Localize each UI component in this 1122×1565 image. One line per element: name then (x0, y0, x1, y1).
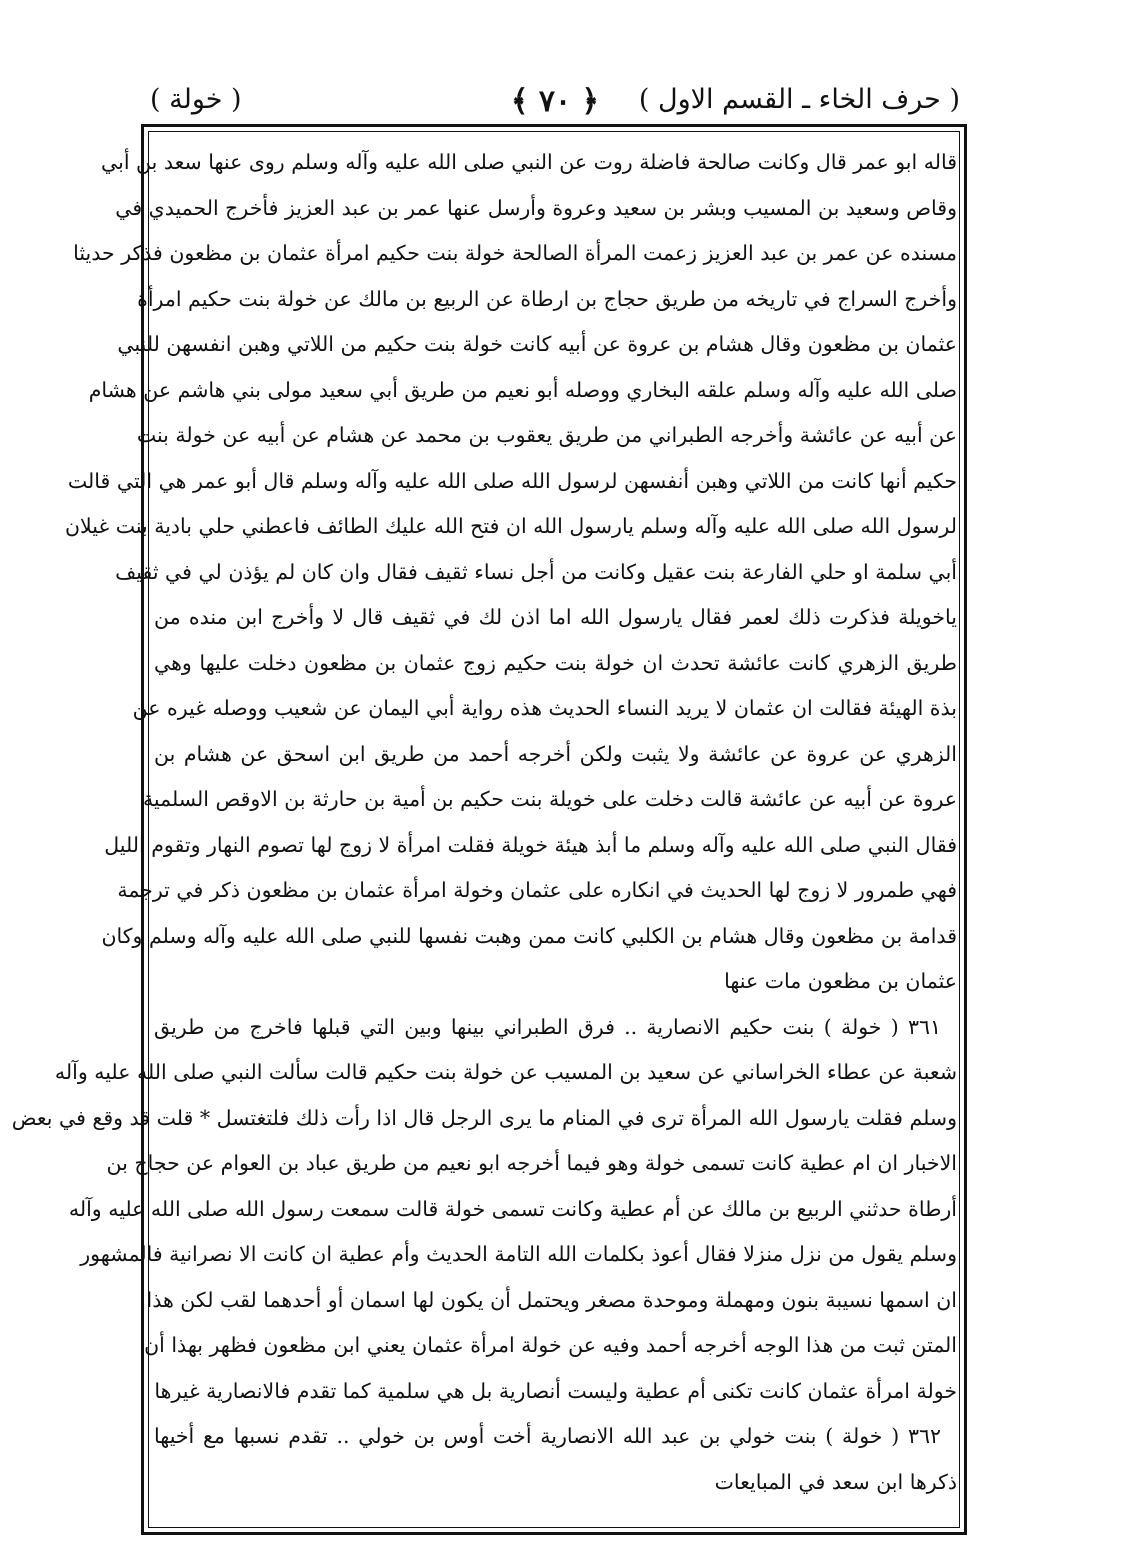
text-line: أرطاة حدثني الربيع بن مالك عن أم عطية وكانت تسمى خولة قالت سمعت رسول الله صلى الله عليه وآله (68, 1196, 957, 1221)
text-line: وسلم فقلت يارسول الله المرأة ترى في المنام ما يرى الرجل قال اذا رأت ذلك فلتغتسل * قلت قد وقع في بعض (11, 1105, 957, 1130)
text-line: حكيم أنها كانت من اللاتي وهبن أنفسهن لرسول الله صلى الله عليه وآله وسلم قال أبو عمر هي التي قالت (67, 468, 957, 493)
text-line: قدامة بن مظعون وقال هشام بن الكلبي كانت ممن وهبت نفسها للنبي صلى الله عليه وآله وسلم وكان (101, 923, 957, 948)
page-number: ﴿ ٧٠ ﴾ (510, 84, 600, 119)
text-line: بذة الهيئة فقالت ان عثمان لا يريد النساء الحديث هذه رواية أبي اليمان عن شعيب ووصله غيره عن (132, 696, 957, 720)
entry-361-heading: ٣٦١ ( خولة ) بنت حكيم الانصارية .. فرق الطبراني بينها وبين التي قبلها فاخرج من طريق (154, 1014, 941, 1039)
text-line: خولة امرأة عثمان كانت تكنى أم عطية وليست أنصارية بل هي سلمية كما تقدم فالانصارية غيرها (154, 1378, 957, 1403)
text-line: وقاص وسعيد بن المسيب وبشر بن سعيد وعروة وأرسل عنها عمر بن عبد العزيز فأخرج الحميدي في (115, 195, 957, 220)
text-line: الاخبار ان ام عطية كانت تسمى خولة وهو فيما أخرجه ابو نعيم من طريق عباد بن العوام عن حجاج بن (106, 1151, 957, 1175)
text-line: عروة عن أبيه عن عائشة قالت دخلت على خويلة بنت حكيم بن أمية بن حارثة بن الاوقص السلمية (142, 787, 957, 811)
text-line: صلى الله عليه وآله وسلم علقه البخاري ووصله أبو نعيم من طريق أبي سعيد مولى بني هاشم عن هشام (88, 377, 957, 402)
section-title: ( حرف الخاء ـ القسم الاول ) (638, 84, 960, 115)
entry-362-heading: ٣٦٢ ( خولة ) بنت خولي بن عبد الله الانصارية أخت أوس بن خولي .. تقدم نسبها مع أخيها (154, 1424, 941, 1448)
text-line: عن أبيه عن عائشة وأخرجه الطبراني من طريق يعقوب بن محمد عن هشام عن أبيه عن خولة بنت (136, 423, 957, 447)
main-text (11, 140, 963, 1505)
text-line: عثمان بن مظعون وقال هشام بن عروة عن أبيه كانت خولة بنت حكيم من اللاتي وهبن انفسهن للنبي (117, 332, 957, 356)
text-line: قاله ابو عمر قال وكانت صالحة فاضلة روت عن النبي صلى الله عليه وآله وسلم روى عنها سعد بن أبي (101, 150, 957, 174)
entry-name: ( خولة ) (150, 84, 242, 115)
text-line: فقال النبي صلى الله عليه وآله وسلم ما أبذ هيئة خويلة فقلت امرأة لا زوج لها تصوم النهار وتقوم الليل (104, 832, 957, 857)
page-header (150, 84, 960, 124)
text-line: طريق الزهري كانت عائشة تحدث ان خولة بنت حكيم زوج عثمان بن مظعون دخلت عليها وهي (154, 650, 957, 675)
text-line: عثمان بن مظعون مات عنها (724, 969, 957, 993)
text-line: الزهري عن عروة عن عائشة ولا يثبت ولكن أخرجه أحمد من طريق ابن اسحق عن هشام بن (154, 741, 957, 766)
text-line: وأخرج السراج في تاريخه من طريق حجاج بن ارطاة عن الربيع بن مالك عن خولة بنت حكيم امرأة (137, 286, 957, 311)
text-line: أبي سلمة او حلي الفارعة بنت عقيل وكانت من أجل نساء ثقيف فقال وان كان لم يؤذن لي في ثقيف (115, 559, 957, 584)
text-line: ياخويلة فذكرت ذلك لعمر فقال يارسول الله اما اذن لك في ثقيف قال لا وأخرج ابن منده من (154, 605, 957, 629)
text-line: ان اسمها نسيبة بنون ومهملة وموحدة مصغر ويحتمل أن يكون لها اسمان أو أحدهما لقب لكن هذا (146, 1287, 957, 1312)
text-line: شعبة عن عطاء الخراساني عن سعيد بن المسيب عن خولة بنت حكيم قالت سألت النبي صلى الله عليه وآله (54, 1060, 957, 1084)
text-line: المتن ثبت من هذا الوجه أخرجه أحمد وفيه عن خولة امرأة عثمان يعني ابن مظعون فظهر بهذا أن (144, 1333, 957, 1357)
text-line: ذكرها ابن سعد في المبايعات (714, 1469, 957, 1494)
text-line: مسنده عن عمر بن عبد العزيز زعمت المرأة الصالحة خولة بنت حكيم امرأة عثمان بن مظعون فذكر حديثا (73, 241, 957, 265)
text-line: وسلم يقول من نزل منزلا فقال أعوذ بكلمات الله التامة الحديث وأم عطية ان كانت الا نصرانية فالمشهور (80, 1242, 957, 1266)
text-line: فهي طمرور لا زوج لها الحديث في انكاره على عثمان وخولة امرأة عثمان بن مظعون ذكر في ترجمة (117, 878, 957, 902)
text-line: لرسول الله صلى الله عليه وآله وسلم يارسول الله ان فتح الله عليك الطائف فاعطني حلي بادية بنت غيلان (64, 514, 957, 538)
